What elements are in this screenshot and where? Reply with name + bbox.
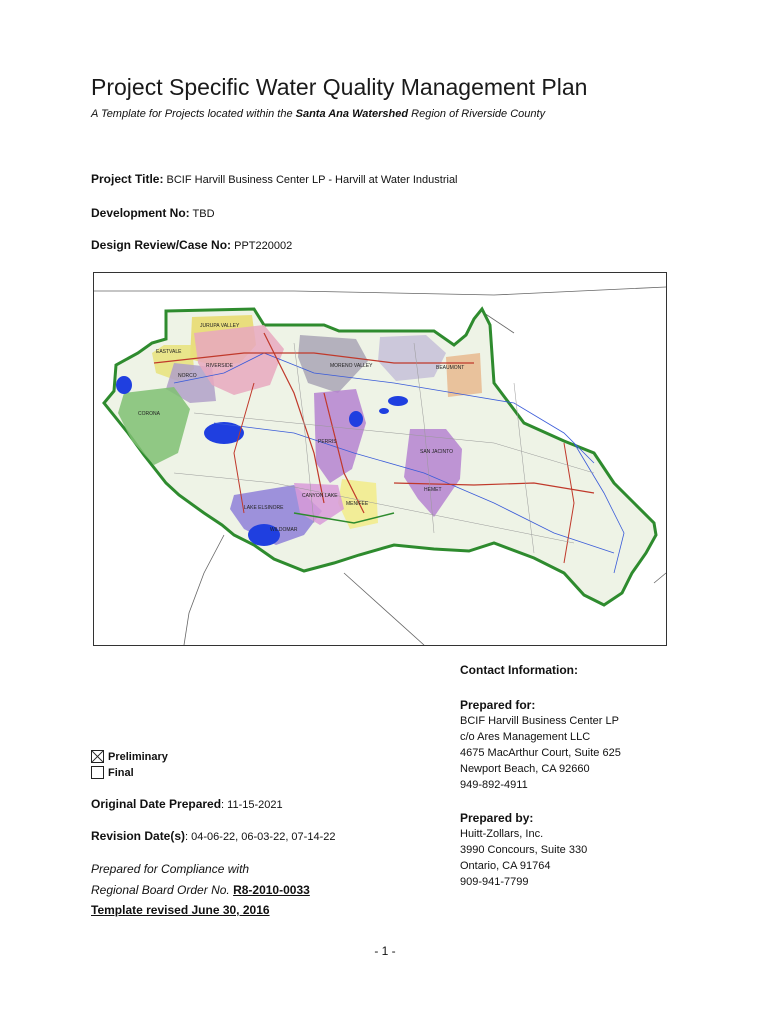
original-date-value: : 11-15-2021 [221, 799, 283, 811]
prepared-for-line: Newport Beach, CA 92660 [460, 763, 590, 775]
prepared-by-line: 909-941-7799 [460, 876, 529, 888]
subtitle-watershed: Santa Ana Watershed [295, 108, 409, 120]
preliminary-checkbox[interactable] [91, 750, 104, 763]
subtitle-suffix: Region of Riverside County [408, 108, 546, 120]
map-label-moreno-valley: MORENO VALLEY [330, 363, 373, 369]
case-no-value: PPT220002 [231, 240, 293, 252]
map-label-wildomar: WILDOMAR [270, 527, 298, 533]
preliminary-option[interactable] [91, 750, 168, 763]
case-no-field [91, 238, 292, 252]
map-label-norco: NORCO [178, 373, 197, 379]
map-label-lake-elsinore: LAKE ELSINORE [244, 505, 284, 511]
contact-heading: Contact Information: [460, 663, 578, 677]
final-checkbox[interactable] [91, 766, 104, 779]
case-no-label: Design Review/Case No: [91, 238, 232, 252]
subtitle-prefix: A Template for Projects located within the [91, 108, 296, 120]
original-date-field [91, 797, 283, 811]
prepared-for-line: 949-892-4911 [460, 779, 528, 791]
order-prefix: Regional Board Order No. [91, 883, 234, 897]
map-label-canyon-lake: CANYON LAKE [302, 493, 338, 499]
preliminary-label: Preliminary [108, 750, 168, 763]
map-label-menifee: MENIFEE [346, 501, 369, 507]
prepared-by-line: Huitt-Zollars, Inc. [460, 828, 544, 840]
page-number: - 1 - [374, 944, 396, 958]
revision-dates-label: Revision Date(s) [91, 829, 186, 843]
map-label-corona: CORONA [138, 411, 160, 417]
map-label-hemet: HEMET [424, 487, 442, 493]
project-title-value: BCIF Harvill Business Center LP - Harvill at Water Industrial [163, 174, 458, 186]
development-no-value: TBD [189, 208, 215, 220]
subtitle [91, 108, 545, 120]
prepared-for-heading: Prepared for: [460, 698, 536, 712]
prepared-for-block [460, 697, 621, 793]
final-label: Final [108, 766, 134, 779]
map-label-perris: PERRIS [318, 439, 337, 445]
final-option[interactable] [91, 766, 134, 779]
map-label-riverside: RIVERSIDE [206, 363, 233, 369]
prepared-by-heading: Prepared by: [460, 811, 534, 825]
development-no-field [91, 206, 215, 220]
revision-dates-field [91, 829, 335, 843]
order-number: R8-2010-0033 [233, 883, 310, 897]
map-label-beaumont: BEAUMONT [436, 365, 465, 371]
compliance-line-2 [91, 883, 310, 897]
map-label-jurupa-valley: JURUPA VALLEY [200, 323, 240, 329]
map-label-eastvale: EASTVALE [156, 349, 182, 355]
revision-dates-value: : 04-06-22, 06-03-22, 07-14-22 [185, 831, 336, 843]
page-title: Project Specific Water Quality Management Plan [91, 74, 588, 100]
project-title-label: Project Title: [91, 172, 164, 186]
compliance-line-1: Prepared for Compliance with [91, 862, 250, 876]
map-label-san-jacinto: SAN JACINTO [420, 449, 453, 455]
watershed-map [93, 272, 667, 646]
prepared-for-line: c/o Ares Management LLC [460, 731, 591, 743]
project-title-field [91, 172, 458, 186]
development-no-label: Development No: [91, 206, 190, 220]
prepared-by-line: 3990 Concours, Suite 330 [460, 844, 588, 856]
prepared-by-line: Ontario, CA 91764 [460, 860, 551, 872]
original-date-label: Original Date Prepared [91, 797, 222, 811]
prepared-by-block [460, 810, 587, 890]
prepared-for-line: BCIF Harvill Business Center LP [460, 715, 619, 727]
template-revised: Template revised June 30, 2016 [91, 903, 270, 917]
prepared-for-line: 4675 MacArthur Court, Suite 625 [460, 747, 621, 759]
